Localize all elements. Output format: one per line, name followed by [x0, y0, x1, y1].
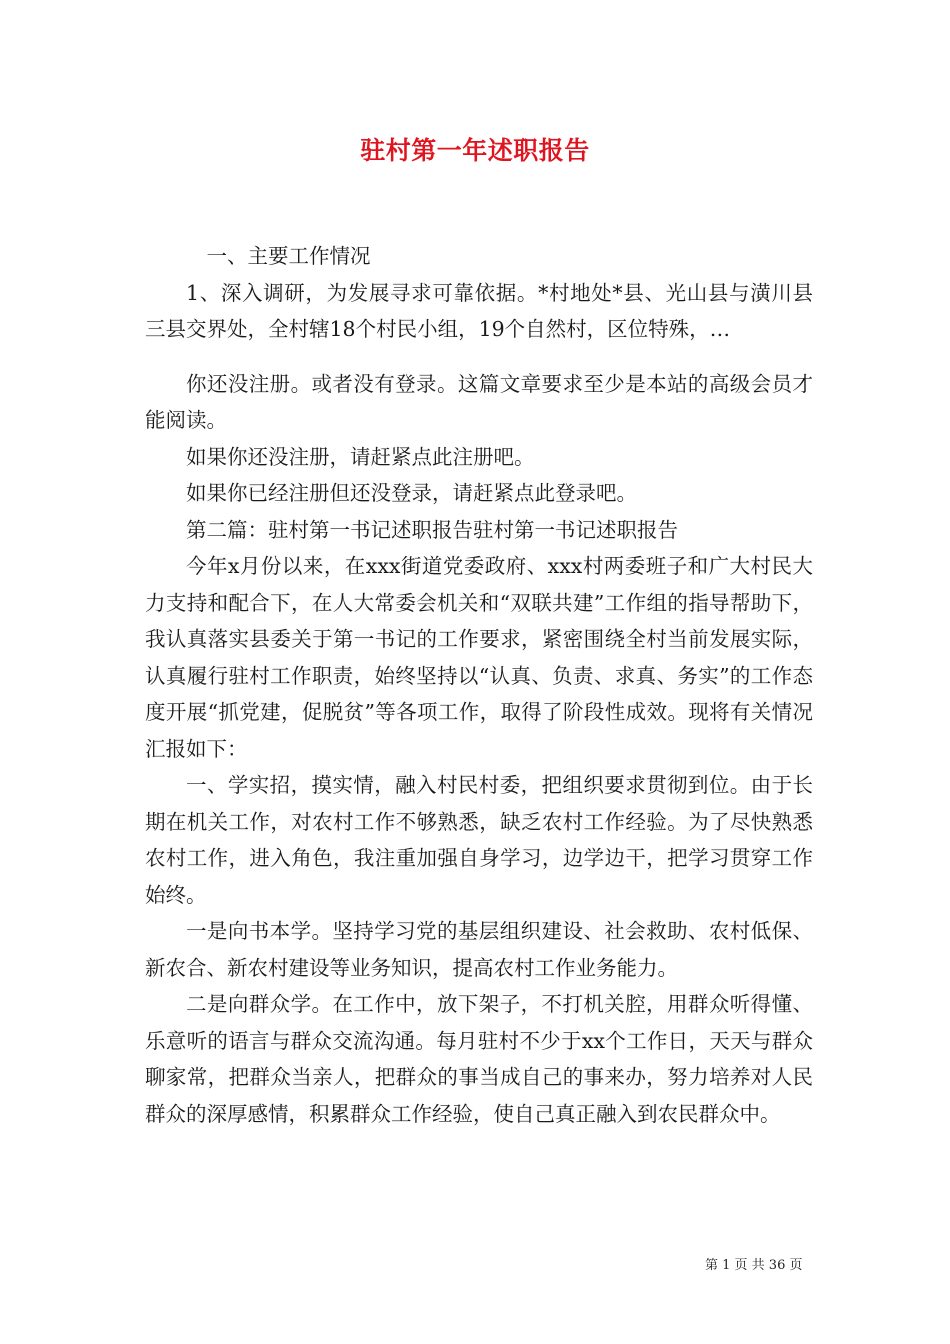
section-heading: 一、主要工作情况 — [206, 244, 371, 268]
page-number: 第 1 页 共 36 页 — [705, 1258, 803, 1273]
login-link-paragraph[interactable]: 如果你已经注册但还没登录，请赶紧点此登录吧。 — [186, 481, 637, 505]
document-title: 驻村第一年述职报告 — [360, 136, 590, 165]
document-body — [145, 238, 813, 1132]
paragraph: 今年x月份以来，在xxx街道党委政府、xxx村两委班子和广大村民大力支持和配合下，在人大常委会机关和“双联共建”工作组的指导帮助下，我认真落实县委关于第一书记的工作要求，紧密围绕全村当前发展实际，认真履行驻村工作职责，始终坚持以“认真、负责、求真、务实”的工作态度开展“抓党建，促脱贫”等各项工作，取得了阶段性成效。现将有关情况汇报如下： — [145, 554, 813, 761]
paragraph: 你还没注册。或者没有登录。这篇文章要求至少是本站的高级会员才能阅读。 — [145, 371, 813, 432]
register-link-paragraph[interactable]: 如果你还没注册，请赶紧点此注册吧。 — [186, 444, 535, 469]
paragraph: 二是向群众学。在工作中，放下架子，不打机关腔，用群众听得懂、乐意听的语言与群众交流沟通。每月驻村不少于xx个工作日，天天与群众聊家常，把群众当亲人，把群众的事当成自己的事来办，努力培养对人民群众的深厚感情，积累群众工作经验，使自己真正融入到农民群众中。 — [145, 992, 813, 1126]
paragraph: 第二篇：驻村第一书记述职报告驻村第一书记述职报告 — [186, 517, 678, 542]
paragraph: 1、深入调研，为发展寻求可靠依据。*村地处*县、光山县与潢川县三县交界处，全村辖18个村民小组，19个自然村，区位特殊，… — [145, 280, 813, 341]
paragraph: 一、学实招，摸实情，融入村民村委，把组织要求贯彻到位。由于长期在机关工作，对农村工作不够熟悉，缺乏农村工作经验。为了尽快熟悉农村工作，进入角色，我注重加强自身学习，边学边干，把学习贯穿工作始终。 — [145, 773, 813, 907]
paragraph: 一是向书本学。坚持学习党的基层组织建设、社会救助、农村低保、新农合、新农村建设等业务知识，提高农村工作业务能力。 — [145, 919, 813, 980]
